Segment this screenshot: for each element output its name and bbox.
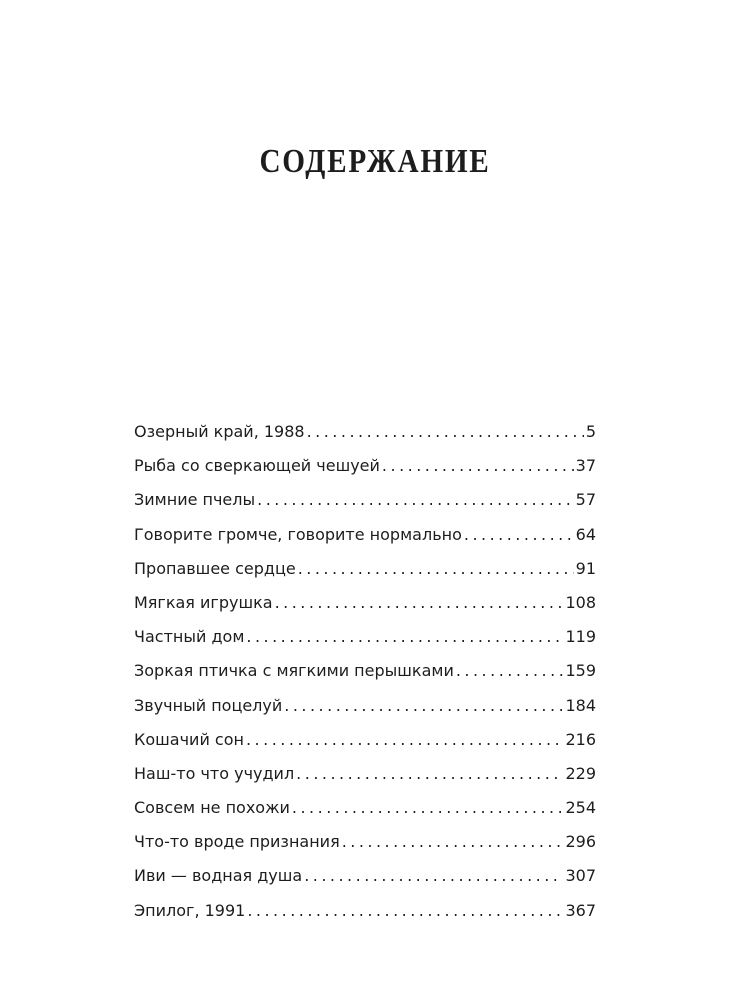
toc-entry xyxy=(134,492,596,526)
toc-entry-page: 216 xyxy=(565,729,596,749)
toc-entry-title: Совсем не похожи xyxy=(134,798,290,818)
toc-entry-page: 91 xyxy=(575,558,596,578)
toc-entry-page: 367 xyxy=(565,900,596,920)
toc-entry-title: Иви — водная душа xyxy=(134,866,303,886)
toc-entry xyxy=(134,558,596,595)
toc-entry-title: Пропавшее сердце xyxy=(134,558,296,578)
toc-entry-title: Частный дом xyxy=(134,627,245,647)
toc-entry-title: Что-то вроде признания xyxy=(134,832,340,852)
toc-entry-title: Озерный край, 1988 xyxy=(134,422,305,441)
table-of-contents xyxy=(134,424,596,937)
toc-entry-page: 57 xyxy=(575,490,596,510)
toc-entry-page: 184 xyxy=(565,695,596,715)
toc-entry xyxy=(134,868,596,902)
toc-entry-page: 296 xyxy=(565,832,596,852)
dot-leader xyxy=(296,766,563,782)
toc-entry-title: Зоркая птичка с мягкими перышками xyxy=(134,661,454,681)
dot-leader xyxy=(464,527,574,543)
toc-entry-page: 119 xyxy=(565,627,596,647)
toc-entry-page: 307 xyxy=(565,866,596,886)
toc-entry-title: Звучный поцелуй xyxy=(134,695,283,715)
toc-entry xyxy=(134,629,596,663)
toc-entry xyxy=(134,729,596,766)
toc-entry-page: 5 xyxy=(585,422,596,441)
dot-leader xyxy=(284,698,563,714)
toc-entry-page: 254 xyxy=(565,798,596,818)
toc-entry xyxy=(134,663,596,697)
toc-entry-page: 64 xyxy=(575,524,596,544)
dot-leader xyxy=(307,424,584,440)
toc-entry-title: Зимние пчелы xyxy=(134,490,256,510)
toc-entry-title: Рыба со сверкающей чешуей xyxy=(134,456,380,476)
toc-entry-page: 159 xyxy=(565,661,596,681)
toc-entry xyxy=(134,695,596,732)
toc-entry xyxy=(134,592,596,629)
toc-entry-title: Эпилог, 1991 xyxy=(134,900,246,920)
toc-entry xyxy=(134,834,596,868)
dot-leader xyxy=(257,492,574,508)
toc-entry-title: Мягкая игрушка xyxy=(134,592,273,612)
toc-entry xyxy=(134,763,596,800)
toc-entry xyxy=(134,458,596,492)
dot-leader xyxy=(275,595,564,611)
dot-leader xyxy=(247,903,563,919)
dot-leader xyxy=(456,663,564,679)
dot-leader xyxy=(292,800,564,816)
toc-entry-page: 37 xyxy=(575,456,596,476)
dot-leader xyxy=(246,629,563,645)
dot-leader xyxy=(342,834,564,850)
toc-entry xyxy=(134,800,596,834)
toc-entry-page: 229 xyxy=(565,763,596,783)
toc-entry-page: 108 xyxy=(565,592,596,612)
dot-leader xyxy=(382,458,574,474)
page-title: СОДЕРЖАНИЕ xyxy=(259,142,491,180)
toc-entry xyxy=(134,524,596,561)
toc-entry-title: Кошачий сон xyxy=(134,729,244,749)
toc-entry-title: Говорите громче, говорите нормально xyxy=(134,524,462,544)
toc-entry xyxy=(134,900,596,937)
dot-leader xyxy=(298,561,574,577)
dot-leader xyxy=(246,732,563,748)
toc-entry-title: Наш-то что учудил xyxy=(134,763,295,783)
toc-entry xyxy=(134,424,596,458)
dot-leader xyxy=(304,868,563,884)
